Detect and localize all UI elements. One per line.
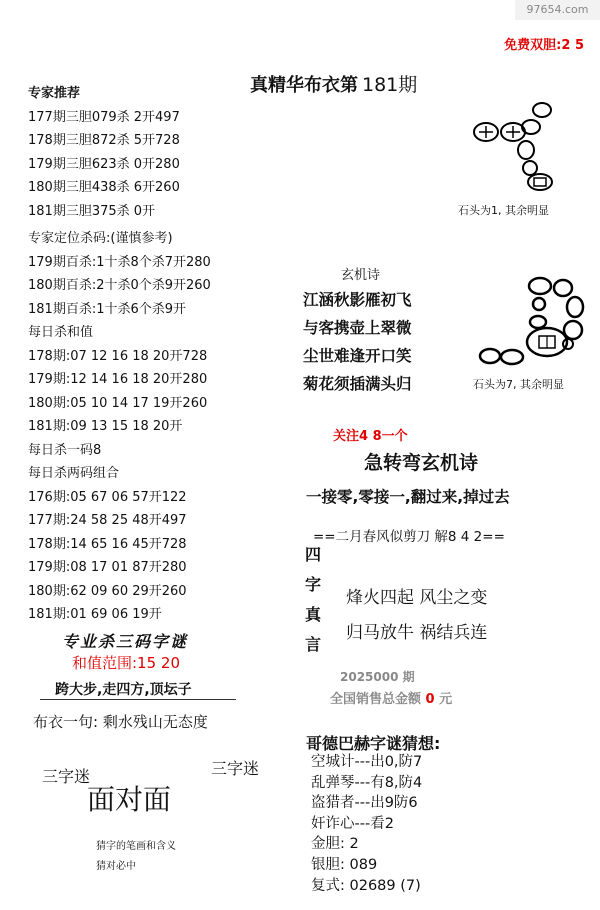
site-watermark: 97654.com — [515, 0, 600, 20]
godel-item: 复式: 02689 (7) — [311, 877, 421, 894]
expert-item: 181期三胆375杀 0开 — [28, 203, 156, 219]
position-kill-note: (谨慎参考) — [110, 231, 173, 246]
jizhuan-line: 一接零,零接一,翻过来,掉过去 — [306, 488, 510, 506]
kill-two-item: 180期:62 09 60 29开260 — [28, 583, 187, 599]
four-words-char: 字 — [304, 575, 321, 594]
expert-heading: 专家推荐 — [28, 86, 81, 101]
godel-item: 盗猎者---出9防6 — [311, 795, 418, 812]
kill-one-text: 每日杀一码8 — [28, 442, 102, 458]
four-words-char: 真 — [304, 605, 321, 624]
position-kill-heading — [28, 227, 211, 251]
four-words-label — [303, 540, 323, 660]
xuanji-line: 与客携壶上翠微 — [303, 319, 412, 337]
expert-item: 179期三胆623杀 0开280 — [28, 156, 180, 172]
sales-issue: 2025000 期 — [340, 670, 415, 684]
stone7-caption: 石头为7, 其余明显 — [473, 378, 564, 391]
sum-kill-item: 180期:05 10 14 17 19开260 — [28, 395, 208, 411]
kill-two-item: 176期:05 67 06 57开122 — [28, 489, 187, 505]
position-kill-item: 180期百杀:2十杀0个杀9开260 — [28, 278, 211, 293]
kill-two-heading: 每日杀两码组合 — [28, 466, 120, 481]
sales-amount: 0 — [425, 692, 435, 707]
face-riddle-left-label: 三字迷 — [42, 767, 91, 786]
page-title — [250, 70, 417, 97]
xuanji-heading: 玄机诗 — [341, 268, 381, 283]
xuanji-highlight: 关注4 8一个 — [333, 429, 408, 444]
godel-item: 奸诈心---看2 — [311, 815, 394, 832]
four-words-char: 言 — [304, 635, 321, 654]
sum-kill-item: 178期:07 12 16 18 20开728 — [28, 348, 208, 364]
expert-item: 178期三胆872杀 5开728 — [28, 133, 180, 148]
jizhuan-heading: 急转弯玄机诗 — [364, 452, 479, 474]
sales-line — [330, 688, 452, 707]
riddle-three-phrase: 跨大步,走四方,顶坛子 — [55, 682, 192, 698]
godel-heading: 哥德巴赫字谜猜想: — [306, 734, 441, 753]
stone1-caption: 石头为1, 其余明显 — [458, 204, 549, 217]
xuanji-line: 尘世难逢开口笑 — [303, 347, 412, 365]
face-riddle-word: 面对面 — [87, 783, 172, 816]
kill-two-item: 177期:24 58 25 48开497 — [28, 513, 187, 528]
xuanji-line: 江涵秋影雁初飞 — [303, 291, 412, 309]
expert-item: 180期三胆438杀 6开260 — [28, 180, 180, 195]
sum-kill-heading: 每日杀和值 — [28, 325, 94, 340]
kill-two-item: 178期:14 65 16 45开728 — [28, 536, 187, 552]
godel-item: 空城计---出0,防7 — [311, 754, 423, 770]
face-riddle-right-label: 三字迷 — [211, 759, 260, 778]
stone-diagram-1 — [462, 96, 582, 196]
face-riddle-hint2: 猜对必中 — [96, 861, 136, 872]
sales-label: 全国销售总金额 — [330, 692, 422, 707]
sales-unit: 元 — [439, 692, 453, 707]
xuanji-lines — [303, 286, 412, 398]
expert-item: 177期三胆079杀 2开497 — [28, 109, 180, 125]
position-kill-item: 181期百杀:1十杀6个杀9开 — [28, 301, 187, 317]
page-title-text: 真精华布衣第 — [250, 75, 358, 96]
kill-two-item: 181期:01 69 06 19开 — [28, 607, 162, 622]
kill-two-item: 179期:08 17 01 87开280 — [28, 560, 187, 575]
godel-list — [311, 752, 422, 896]
godel-item: 银胆: 089 — [311, 856, 378, 873]
godel-item: 乱弹琴---有8,防4 — [311, 774, 423, 791]
sum-range-text: 和值范围:15 20 — [72, 654, 180, 672]
position-kill-item: 179期百杀:1十杀8个杀7开280 — [28, 254, 211, 270]
divider — [40, 699, 236, 700]
page-title-issue: 181期 — [362, 74, 418, 96]
sum-kill-item: 181期:09 13 15 18 20开 — [28, 419, 183, 434]
four-words-line2: 归马放牛 祸结兵连 — [346, 623, 488, 643]
left-column — [28, 82, 211, 627]
godel-item: 金胆: 2 — [311, 836, 359, 853]
four-words-char: 四 — [304, 545, 321, 564]
free-double-text: 免费双胆:2 5 — [504, 38, 584, 53]
four-words-line1: 烽火四起 风尘之变 — [346, 588, 488, 608]
position-kill-title: 专家定位杀码: — [28, 231, 111, 246]
face-riddle-hint1: 猜字的笔画和含义 — [96, 841, 176, 852]
xuanji-line: 菊花须插满头归 — [303, 375, 412, 393]
stone-diagram-2 — [470, 274, 590, 374]
jizhuan-riddle: ==二月春风似剪刀 解8 4 2== — [313, 529, 505, 545]
buyi-sentence: 布衣一句: 剩水残山无态度 — [33, 713, 208, 731]
sum-kill-item: 179期:12 14 16 18 20开280 — [28, 372, 208, 387]
riddle-three-heading: 专业杀三码字谜 — [62, 632, 189, 651]
